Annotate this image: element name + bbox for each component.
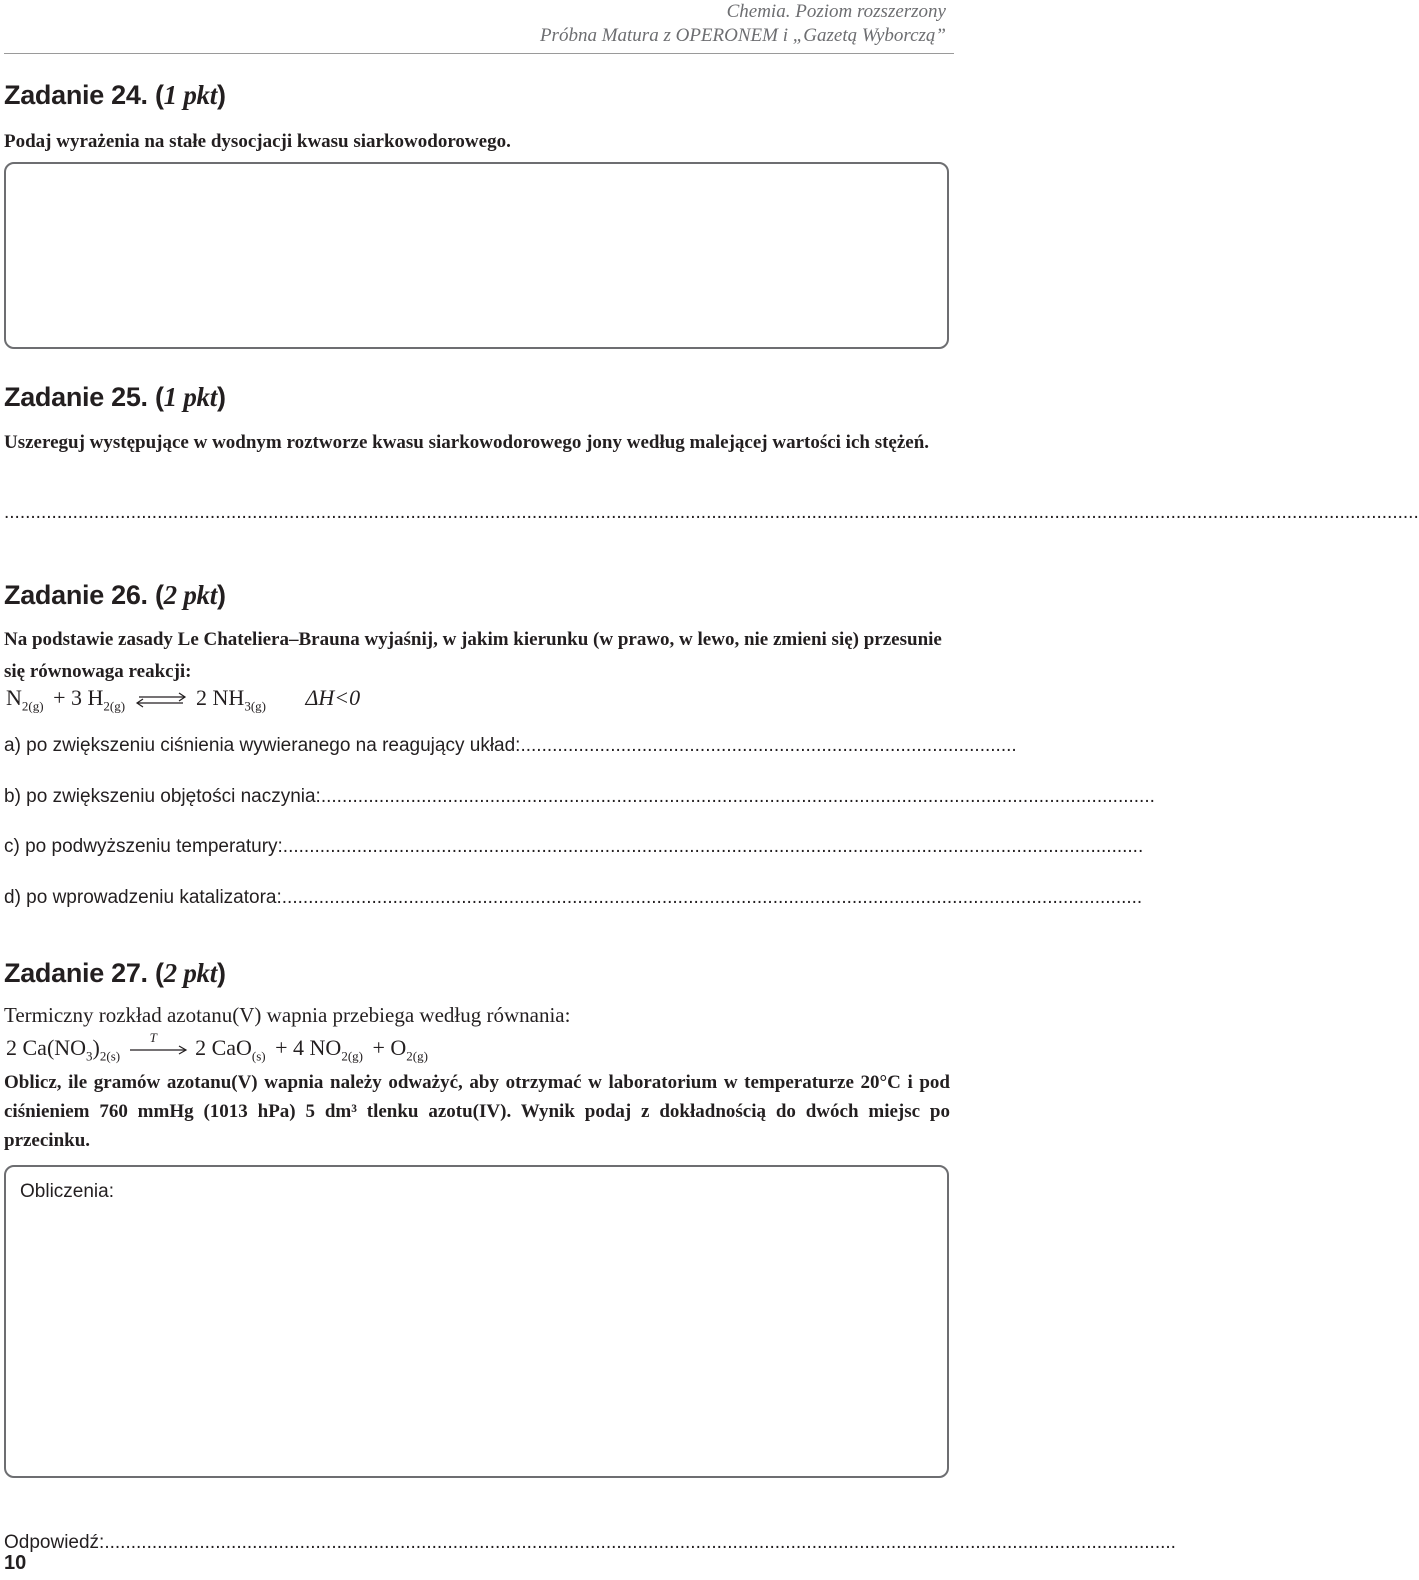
arrow-label: T [149, 1029, 157, 1045]
task24-answer-box[interactable] [4, 162, 949, 349]
page-number: 10 [4, 1552, 27, 1574]
task24-title: Zadanie 24. (1 pkt) [4, 80, 226, 110]
task27-equation: 2 $Ca(NO_3)_{2(s)}$ T 2 CaO$_{(s)}$ + 4 $NO_{2(g)} + O_{2(g)}$ [6, 1029, 428, 1064]
header-subject: Chemia. Poziom rozszerzony [726, 1, 946, 22]
equilibrium-arrow-icon [135, 692, 187, 708]
task27-answer-line[interactable]: Odpowiedź:........................................................................................................................................................................................................... [4, 1532, 1176, 1553]
calculation-label: Obliczenia: [20, 1181, 114, 1202]
task26-answer-d[interactable]: d) po wprowadzeniu katalizatora:................................................................................................................................................................... [4, 887, 1143, 908]
task26-text: Na podstawie zasady Le Chateliera–Brauna wyjaśnij, w jakim kierunku (w prawo, w lewo, nie zmieni się) przesunie się równowaga reakcji: [4, 629, 942, 682]
task27-calculation-box[interactable] [4, 1165, 949, 1478]
task26-equation: $N_{2(g)} + 3$ $H_{2(g)}$ 2 $NH_{3(g)}$ ΔH<0 [6, 685, 361, 714]
task25-title: Zadanie 25. (1 pkt) [4, 382, 226, 412]
task25-text: Uszereguj występujące w wodnym roztworze kwasu siarkowodorowego jony według malejącej wartości ich stężeń. [4, 432, 930, 453]
task26-answer-a[interactable]: a) po zwiększeniu ciśnienia wywieranego na reagujący układ:.............................................................................................. [4, 735, 1017, 756]
task24-text: Podaj wyrażenia na stałe dysocjacji kwasu siarkowodorowego. [4, 131, 511, 152]
task25-answer-line[interactable]: ............................................................................................................................................................................................................................................................................ [4, 502, 1419, 523]
header-exam: Próbna Matura z OPERONEM i „Gazetą Wyborczą” [539, 25, 946, 46]
task27-text: Oblicz, ile gramów azotanu(V) wapnia należy odważyć, aby otrzymać w laboratorium w temperaturze 20°C i pod ciśnieniem 760 mmHg (1013 hPa) 5 dm³ tlenku azotu(IV). Wynik podaj z dokładnością do dwóch miejsc po przecinku. [4, 1072, 950, 1151]
task26-answer-c[interactable]: c) po podwyższeniu temperatury:................................................................................................................................................................... [4, 836, 1144, 857]
task26-answer-b[interactable]: b) po zwiększeniu objętości naczynia:.............................................................................................................................................................. [4, 786, 1155, 807]
task27-intro: Termiczny rozkład azotanu(V) wapnia przebiega według równania: [4, 1003, 571, 1027]
task27-title: Zadanie 27. (2 pkt) [4, 958, 226, 988]
task26-title: Zadanie 26. (2 pkt) [4, 580, 226, 610]
reaction-arrow-icon [128, 1042, 188, 1058]
header-divider [4, 53, 954, 54]
